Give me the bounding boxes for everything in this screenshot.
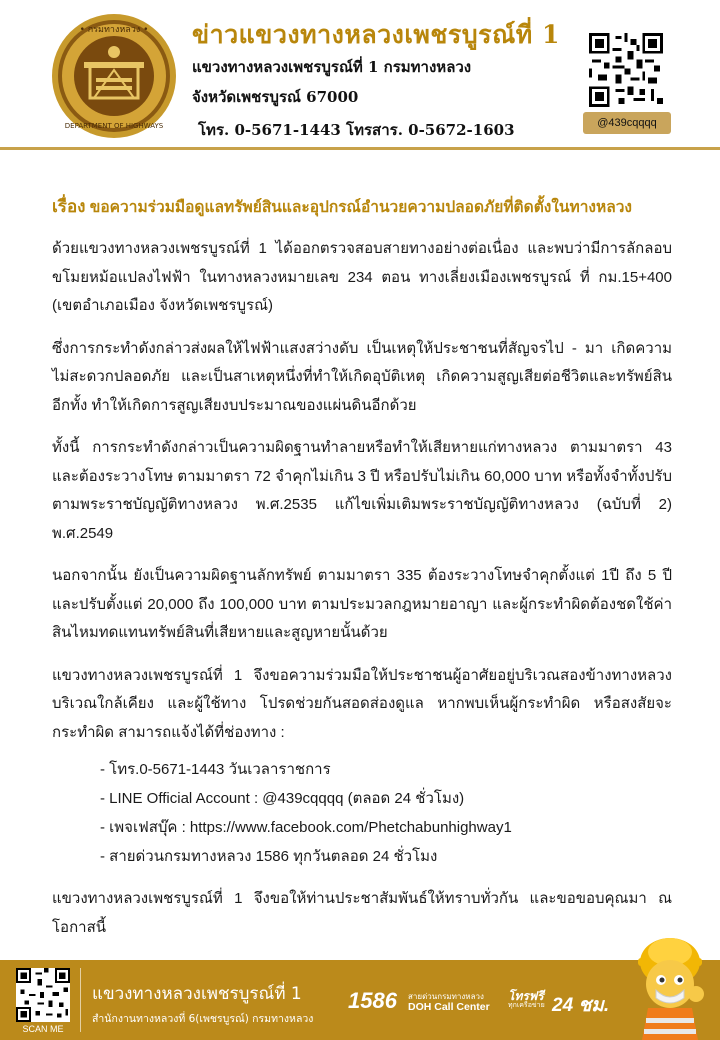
call-center-label: DOH Call Center bbox=[408, 1001, 490, 1013]
footer-office-sub: สำนักงานทางหลวงที่ 6(เพชรบูรณ์) กรมทางหลวง bbox=[92, 1013, 314, 1025]
subject-label: เรื่อง bbox=[52, 197, 86, 216]
office-address: จังหวัดเพชรบูรณ์ 67000 bbox=[192, 88, 359, 106]
bulletin-title: ข่าวแขวงทางหลวงเพชรบูรณ์ที่ 1 bbox=[192, 20, 560, 49]
free-call-group bbox=[508, 989, 545, 1010]
office-phone-fax: โทร. 0-5671-1443 โทรสาร. 0-5672-1603 bbox=[198, 121, 515, 139]
contact-phone[interactable]: - โทร.0-5671-1443 วันเวลาราชการ bbox=[100, 761, 331, 778]
hotline-label-group bbox=[408, 991, 490, 1013]
qr-code-icon[interactable] bbox=[589, 33, 663, 107]
contact-channels bbox=[100, 755, 672, 871]
contact-line[interactable]: - LINE Official Account : @439cqqqq (ตลอด 24 ชั่วโมง) bbox=[100, 790, 465, 807]
contact-hotline[interactable]: - สายด่วนกรมทางหลวง 1586 ทุกวันตลอด 24 ชั่วโมง bbox=[100, 848, 438, 865]
paragraph-impact: ซึ่งการกระทำดังกล่าวส่งผลให้ไฟฟ้าแสงสว่างดับ เป็นเหตุให้ประชาชนที่สัญจรไป - มา เกิดความไม่สะดวกปลอดภัย และเป็นสาเหตุหนึ่งที่ทำให้เกิดอุบัติเหตุ เกิดความสูญเสียต่อชีวิตและทรัพย์สิน อีกทั้ง ทำให้เกิดการสูญเสียงบประมาณของแผ่นดินอีกด้วย bbox=[52, 339, 672, 414]
footer-office-name: แขวงทางหลวงเพชรบูรณ์ที่ 1 bbox=[92, 984, 302, 1004]
qr-code-icon[interactable] bbox=[16, 968, 70, 1022]
paragraph-highway-law: ทั้งนี้ การกระทำดังกล่าวเป็นความผิดฐานทำลายหรือทำให้เสียหายแก่ทางหลวง ตามมาตรา 43 และต้องระวางโทษ ตามมาตรา 72 จำคุกไม่เกิน 3 ปี หรือปรับไม่เกิน 60,000 บาท หรือทั้งจำทั้งปรับ ตามพระราชบัญญัติทางหลวง พ.ศ.2535 แก้ไขเพิ่มเติมพระราชบัญญัติทางหลวง (ฉบับที่ 2) พ.ศ.2549 bbox=[52, 439, 672, 542]
office-name: แขวงทางหลวงเพชรบูรณ์ที่ 1 กรมทางหลวง bbox=[192, 58, 472, 76]
subject-text: ขอความร่วมมือดูแลทรัพย์สินและอุปกรณ์อำนวยความปลอดภัยที่ติดตั้งในทางหลวง bbox=[89, 199, 632, 216]
hotline-number: 1586 bbox=[348, 988, 397, 1013]
subject-line bbox=[52, 196, 672, 219]
letterhead bbox=[0, 0, 720, 150]
footer-banner bbox=[0, 960, 720, 1040]
scan-me-label: SCAN ME bbox=[22, 1024, 64, 1034]
hours-label: 24 ชม. bbox=[552, 995, 610, 1016]
svg-text:• กรมทางหลวง •: • กรมทางหลวง • bbox=[79, 25, 149, 35]
contact-facebook[interactable]: - เพจเฟสบุ๊ค : https://www.facebook.com/Phetchabunhighway1 bbox=[100, 819, 512, 836]
letterhead-text bbox=[192, 18, 572, 112]
announcement-body bbox=[52, 196, 672, 956]
department-of-highways-seal-icon bbox=[50, 12, 178, 140]
highway-mascot-icon bbox=[624, 932, 716, 1040]
paragraph-discovery: ด้วยแขวงทางหลวงเพชรบูรณ์ที่ 1 ได้ออกตรวจสอบสายทางอย่างต่อเนื่อง และพบว่ามีการลักลอบขโมยหม้อแปลงไฟฟ้า ในทางหลวงหมายเลข 234 ตอน ทางเลี่ยงเมืองเพชรบูรณ์ ที่ กม.15+400 (เขตอำเภอเมือง จังหวัดเพชรบูรณ์) bbox=[52, 240, 672, 314]
svg-text:DEPARTMENT OF HIGHWAYS: DEPARTMENT OF HIGHWAYS bbox=[64, 122, 164, 130]
header-divider bbox=[0, 147, 720, 150]
free-call-sub: ทุกเครือข่าย bbox=[508, 1002, 545, 1009]
hotline-label: สายด่วนกรมทางหลวง bbox=[408, 992, 484, 1001]
line-id-badge: @439cqqqq bbox=[583, 112, 671, 134]
paragraph-closing: แขวงทางหลวงเพชรบูรณ์ที่ 1 จึงขอให้ท่านประชาสัมพันธ์ให้ทราบทั่วกัน และขอขอบคุณมา ณ โอกาสนี้ bbox=[52, 890, 672, 936]
free-call-label: โทรฟรี bbox=[508, 989, 544, 1003]
paragraph-request: แขวงทางหลวงเพชรบูรณ์ที่ 1 จึงขอความร่วมมือให้ประชาชนผู้อาศัยอยู่บริเวณสองข้างทางหลวง บริเวณใกล้เคียง และผู้ใช้ทาง โปรดช่วยกันสอดส่องดูแล หากพบเห็นผู้กระทำผิด หรือสงสัยจะกระทำผิด สามารถแจ้งได้ที่ช่องทาง : bbox=[52, 666, 672, 741]
footer-divider bbox=[80, 968, 81, 1032]
paragraph-criminal-law: นอกจากนั้น ยังเป็นความผิดฐานลักทรัพย์ ตามมาตรา 335 ต้องระวางโทษจำคุกตั้งแต่ 1ปี ถึง 5 ปี และปรับตั้งแต่ 20,000 ถึง 100,000 บาท ตามประมวลกฎหมายอาญา และผู้กระทำผิดต้องชดใช้ค่าสินไหมทดแทนทรัพย์สินที่เสียหายและสูญหายนั้นด้วย bbox=[52, 567, 672, 641]
